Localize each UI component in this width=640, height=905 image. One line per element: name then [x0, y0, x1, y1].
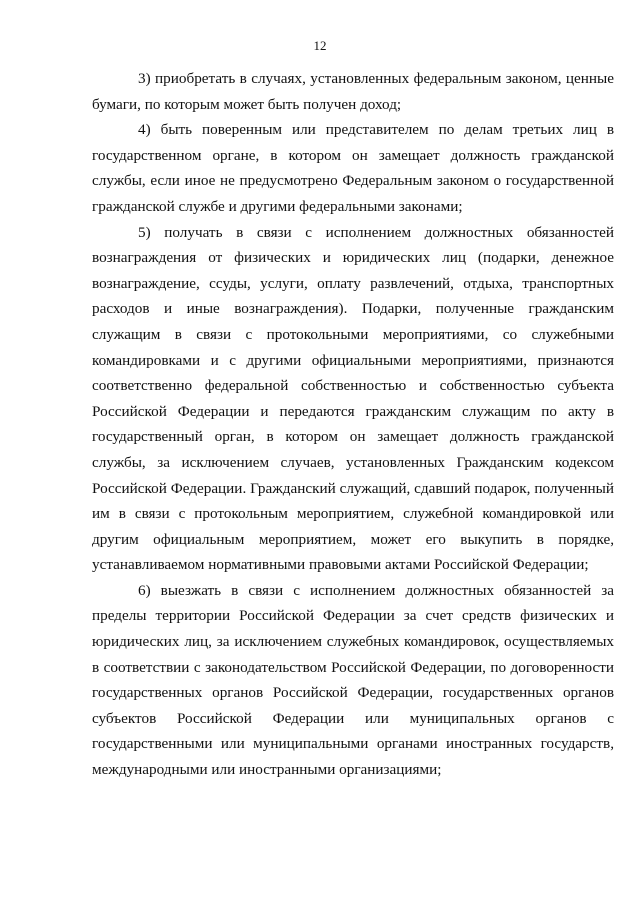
document-body	[92, 66, 614, 783]
paragraph-item-3: 3) приобретать в случаях, установленных федеральным законом, ценные бумаги, по которым может быть получен доход;	[92, 70, 614, 113]
paragraph-item-6: 6) выезжать в связи с исполнением должностных обязанностей за пределы территории Российской Федерации за счет средств физических и юридических лиц, за исключением служебных командировок, осуществляемых в соответствии с законодательством Российской Федерации, по договоренности государственных органов Российской Федерации, государственных органов субъектов Российской Федерации или муниципальных органов с государственными или муниципальными органами иностранных государств, международными или иностранными организациями;	[92, 581, 614, 779]
paragraph-item-5: 5) получать в связи с исполнением должностных обязанностей вознаграждения от физических и юридических лиц (подарки, денежное вознаграждение, ссуды, услуги, оплату развлечений, отдыха, транспортных расходов и иные вознаграждения). Подарки, полученные гражданским служащим в связи с протокольными мероприятиями, со служебными командировками и с другими официальными мероприятиями, признаются соответственно федеральной собственностью и собственностью субъекта Российской Федерации и передаются гражданским служащим по акту в государственный орган, в котором он замещает должность гражданской службы, за исключением случаев, установленных Гражданским кодексом Российской Федерации. Гражданский служащий, сдавший подарок, полученный им в связи с протокольным мероприятием, служебной командировкой или другим официальным мероприятием, может его выкупить в порядке, устанавливаемом нормативными правовыми актами Российской Федерации;	[92, 223, 614, 574]
paragraph-item-4: 4) быть поверенным или представителем по делам третьих лиц в государственном органе, в котором он замещает должность гражданской службы, если иное не предусмотрено Федеральным законом о государственной гражданской службе и другими федеральными законами;	[92, 121, 614, 215]
page-number: 12	[313, 38, 327, 53]
